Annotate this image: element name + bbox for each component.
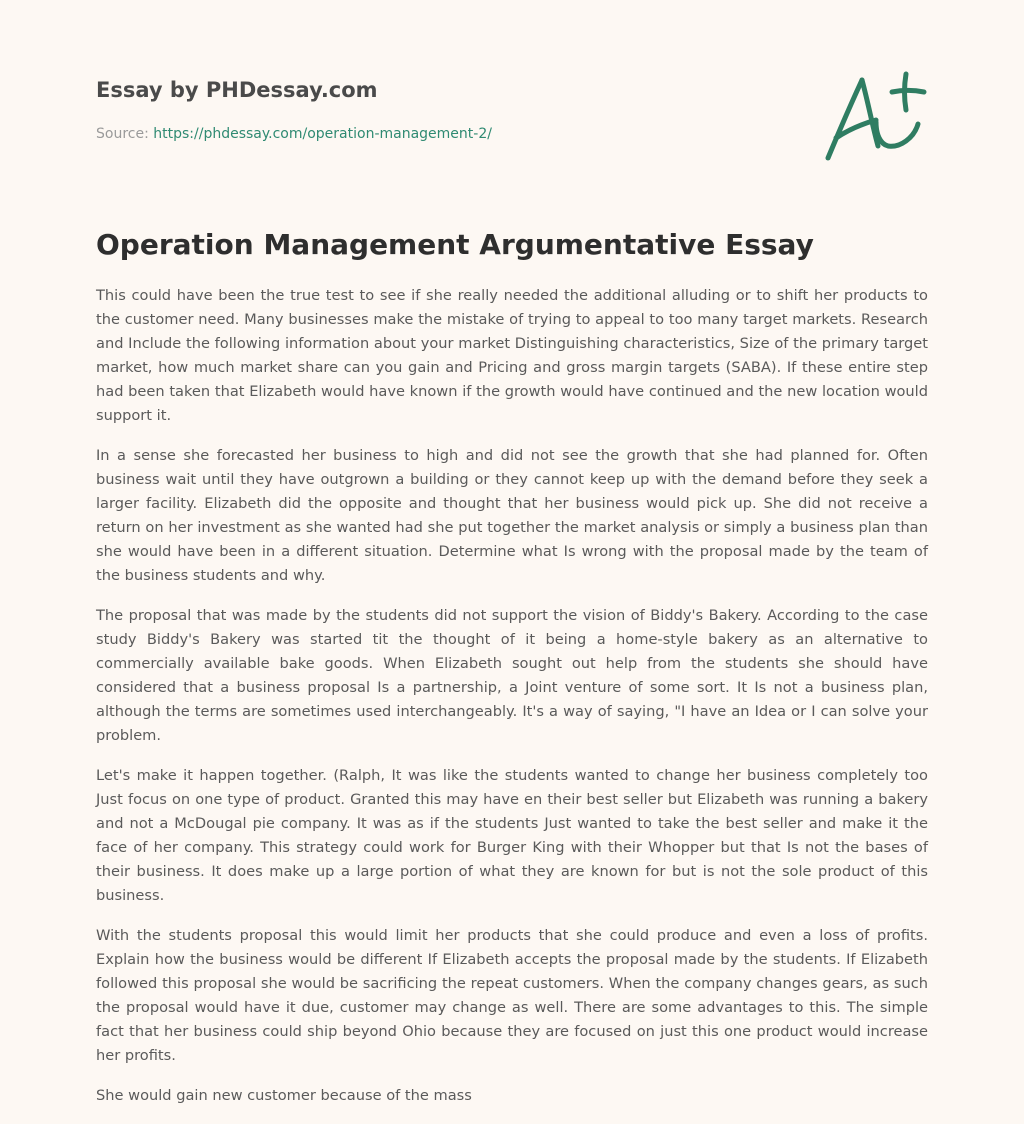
source-line [96, 124, 492, 144]
essay-paragraph: With the students proposal this would limit her products that she could produce and even a loss of profits. Explain how the business would be different If Elizabeth accepts the proposal made by the students. If Elizabeth followed this proposal she would be sacrificing the repeat customers. When the company changes gears, as such the proposal would have it due, customer may change as well. There are some advantages to this. The simple fact that her business could ship beyond Ohio because they are focused on just this one product would increase her profits. [96, 927, 928, 1064]
essay-paragraph: In a sense she forecasted her business to high and did not see the growth that she had planned for. Often business wait until they have outgrown a building or they cannot keep up with the demand before they seek a larger facility. Elizabeth did the opposite and thought that her business would pick up. She did not receive a return on her investment as she wanted had she put together the market analysis or simply a business plan than she would have been in a different situation. Determine what Is wrong with the proposal made by the team of the business students and why. [96, 447, 928, 584]
essay-paragraph: Let's make it happen together. (Ralph, It was like the students wanted to change her business completely too Just focus on one type of product. Granted this may have en their best seller but Elizabeth was running a bakery and not a McDougal pie company. It was as if the students Just wanted to take the best seller and make it the face of her company. This strategy could work for Burger King with their Whopper but that Is not the bases of their business. It does make up a large portion of what they are known for but is not the sole product of this business. [96, 767, 928, 904]
essay-title: Operation Management Argumentative Essay [96, 228, 814, 261]
site-title: Essay by PHDessay.com [96, 78, 378, 102]
a-plus-grade-icon [818, 68, 930, 166]
essay-paragraph: The proposal that was made by the students did not support the vision of Biddy's Bakery. According to the case study Biddy's Bakery was started tit the thought of it being a home-style bakery as an alternative to commercially available bake goods. When Elizabeth sought out help from the students she should have considered that a business proposal Is a partnership, a Joint venture of some sort. It Is not a business plan, although the terms are sometimes used interchangeably. It's a way of saying, "I have an Idea or I can solve your problem. [96, 607, 928, 744]
source-label: Source: [96, 126, 149, 142]
essay-paragraph: She would gain new customer because of the mass [96, 1087, 472, 1104]
source-link[interactable]: https://phdessay.com/operation-management-2/ [153, 126, 492, 142]
essay-paragraph: This could have been the true test to see if she really needed the additional alluding or to shift her products to the customer need. Many businesses make the mistake of trying to appeal to too many target markets. Research and Include the following information about your market Distinguishing characteristics, Size of the primary target market, how much market share can you gain and Pricing and gross margin targets (SABA). If these entire step had been taken that Elizabeth would have known if the growth would have continued and the new location would support it. [96, 287, 928, 424]
essay-body [96, 284, 928, 1124]
